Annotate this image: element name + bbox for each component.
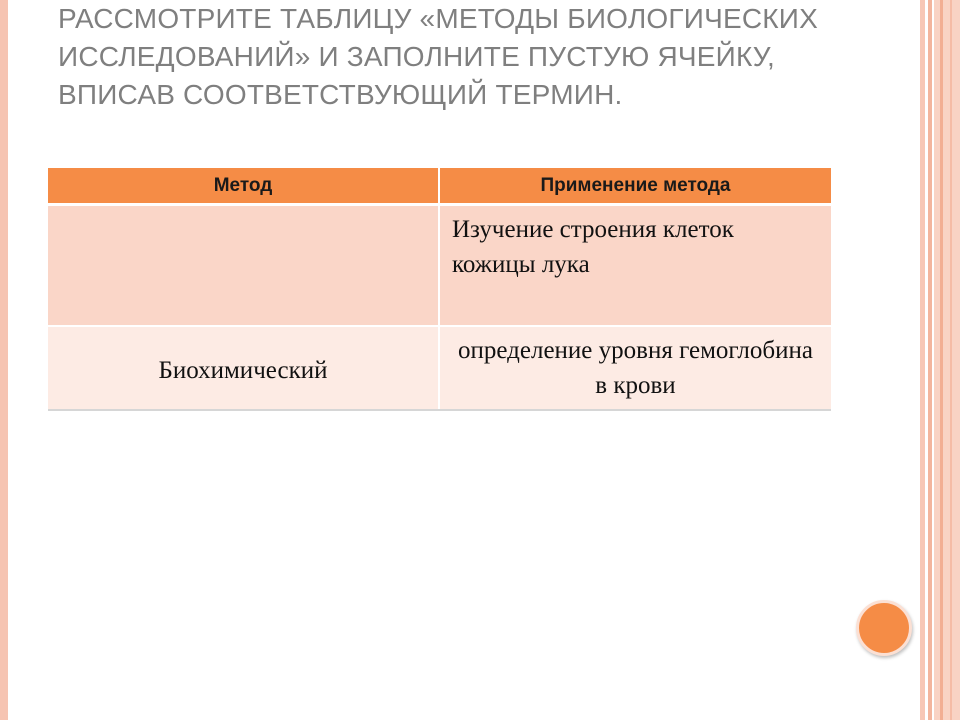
application-cell: Изучение строения клеток кожицы лука bbox=[439, 205, 831, 327]
column-header-method: Метод bbox=[48, 168, 439, 205]
right-stripe-decoration bbox=[934, 0, 960, 720]
right-stripe-decoration bbox=[928, 0, 932, 720]
left-border-decoration bbox=[0, 0, 8, 720]
method-cell: Биохимический bbox=[48, 326, 439, 410]
column-header-application: Применение метода bbox=[439, 168, 831, 205]
right-stripe-decoration bbox=[950, 0, 952, 720]
table-row bbox=[48, 326, 831, 410]
empty-method-cell[interactable] bbox=[48, 205, 439, 327]
decorative-circle-icon bbox=[856, 600, 912, 656]
right-stripe-decoration bbox=[920, 0, 925, 720]
right-stripe-decoration bbox=[940, 0, 943, 720]
table-header-row bbox=[48, 168, 831, 205]
table-header bbox=[48, 168, 831, 205]
table-row bbox=[48, 205, 831, 327]
application-cell: определение уровня гемоглобина в крови bbox=[439, 326, 831, 410]
slide-title: РАССМОТРИТЕ ТАБЛИЦУ «МЕТОДЫ БИОЛОГИЧЕСКИХ ИССЛЕДОВАНИЙ» И ЗАПОЛНИТЕ ПУСТУЮ ЯЧЕЙКУ, ВПИСАВ СООТВЕТСТВУЮЩИЙ ТЕРМИН. bbox=[58, 3, 818, 110]
methods-table bbox=[48, 168, 831, 411]
